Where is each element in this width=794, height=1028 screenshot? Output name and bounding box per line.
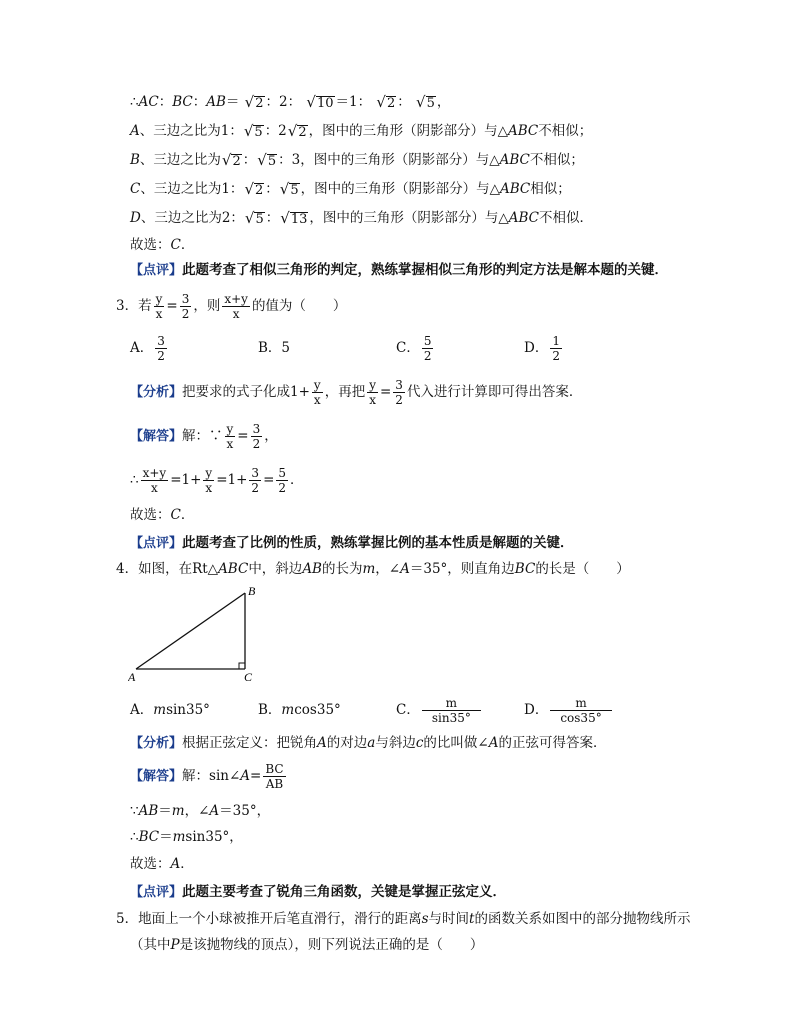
- question-4: 4．如图，在Rt△ABC中，斜边AB的长为m，∠A＝35°，则直角边BC的长是（ ）: [116, 561, 630, 577]
- ratio-line: ∴AC：BC：AB＝ √2 ：2： √10 ＝1： √2 ： √5 ，: [130, 93, 451, 111]
- comment-line: 【点评】此题考查了相似三角形的判定，熟练掌握相似三角形的判定方法是解本题的关键．: [130, 262, 669, 278]
- q3-solution: 【解答】解：∵ $\frac{y}{x}$ = $\frac{3}{2}$ ，: [130, 422, 278, 451]
- option-a-analysis: A、三边之比为1：√5 ：2√2 ，图中的三角形（阴影部分）与△ABC不相似；: [130, 122, 593, 140]
- q4-analysis: 【分析】根据正弦定义：把锐角A的对边a与斜边c的比叫做∠A的正弦可得答案．: [130, 735, 607, 751]
- q3-analysis: 【分析】把要求的式子化成1+ $\frac{y}{x}$ ，再把 $\frac{y}{x}$ = $\frac{3}{2}$ 代入进行计算即可得出答案．: [130, 378, 583, 407]
- q3-answer: 故选：C．: [130, 507, 195, 523]
- q4-option-d[interactable]: D． $\frac{m}{\cos 35^\circ}$: [524, 692, 614, 728]
- q3-option-d[interactable]: D． $\frac{1}{2}$: [524, 334, 560, 363]
- vertex-b-label: B: [248, 585, 256, 598]
- q4-result: ∴BC＝msin35°，: [130, 829, 243, 845]
- sqrt-2b: √2: [376, 93, 396, 111]
- q3-option-a[interactable]: A． $\frac{3}{2}$: [130, 334, 165, 363]
- sqrt-10: √10: [306, 93, 334, 111]
- question-5-cont: （其中P是该抛物线的顶点），则下列说法正确的是（ ）: [130, 937, 484, 953]
- q4-option-b[interactable]: B．mcos35°: [258, 702, 341, 718]
- right-angle-mark: [239, 663, 245, 669]
- vertex-c-label: C: [244, 670, 253, 684]
- sqrt-2: √2: [244, 93, 264, 111]
- side-ab: [136, 593, 245, 669]
- option-c-analysis: C、三边之比为1：√2 ：√5 ，图中的三角形（阴影部分）与△ABC相似；: [130, 180, 571, 198]
- q3-comment: 【点评】此题考查了比例的性质，熟练掌握比例的基本性质是解题的关键．: [130, 535, 574, 551]
- q4-solution: 【解答】解：sin∠A= $\frac{BC}{AB}$: [130, 762, 284, 791]
- question-5: 5．地面上一个小球被推开后笔直滑行，滑行的距离s与时间t的函数关系如图中的部分抛物线所示: [116, 911, 691, 927]
- q3-option-b[interactable]: B．5: [258, 340, 291, 356]
- sqrt-5: √5: [416, 93, 435, 111]
- q4-given: ∵AB＝m，∠A＝35°，: [130, 803, 271, 819]
- comment-tag: 【点评】: [130, 263, 183, 278]
- right-triangle-figure: [128, 585, 278, 685]
- q4-comment: 【点评】此题主要考查了锐角三角函数，关键是掌握正弦定义．: [130, 884, 507, 900]
- vertex-a-label: A: [128, 670, 136, 684]
- q4-option-c[interactable]: C． $\frac{m}{\sin 35^\circ}$: [396, 692, 483, 728]
- q4-option-a[interactable]: A．msin35°: [130, 702, 210, 718]
- q3-option-c[interactable]: C． $\frac{5}{2}$: [396, 334, 432, 363]
- option-d-analysis: D、三边之比为2：√5 ：√13 ，图中的三角形（阴影部分）与△ABC不相似．: [130, 209, 594, 227]
- option-b-analysis: B、三边之比为√2 ：√5 ：3，图中的三角形（阴影部分）与△ABC不相似；: [130, 151, 584, 169]
- q3-calculation: ∴ $\frac{x+y}{x}$ =1+ $\frac{y}{x}$ =1+ $\frac{3}{2}$ = $\frac{5}{2}$ ．: [130, 466, 304, 495]
- answer-line: 故选：C．: [130, 237, 195, 253]
- question-3: 3．若 $\frac{y}{x}$ = $\frac{3}{2}$ ，则 $\frac{x+y}{x}$ 的值为（ ）: [116, 292, 347, 321]
- q4-answer: 故选：A．: [130, 856, 194, 872]
